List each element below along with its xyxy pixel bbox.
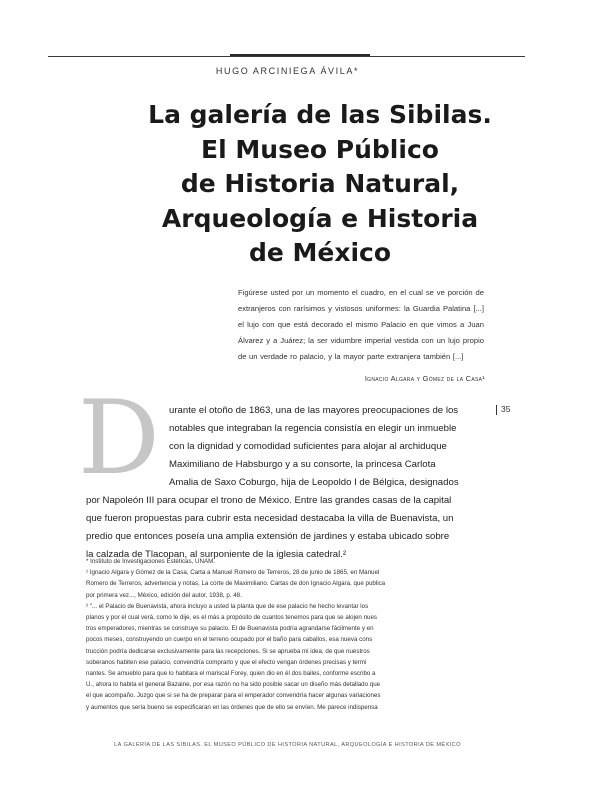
footnote-line: Romero de Terreros, advertencia y notas, La corte de Maximiliano. Cartas de don Ignacio Algara, que publica bbox=[86, 580, 386, 588]
footnote-line: planos y por el cual verá, como le dije, es el más a propósito de cuantos tenemos para que se alojen nues bbox=[86, 614, 377, 622]
footnote-line: y aumentos que sería bueno se especificaran en las órdenes que de ello se envíen. Me parece indispensa bbox=[86, 703, 378, 711]
title-line: La galería de las Sibilas. bbox=[148, 100, 492, 129]
epigraph-attribution: Ignacio Algara y Gómez de la Casa¹ bbox=[364, 374, 485, 383]
footnote-line: pocos meses, construyendo un cuerpo en el terreno ocupado por el baño para caballos, esa nueva cons bbox=[86, 636, 373, 644]
footnote-line: * Instituto de Investigaciones Estéticas, UNAM. bbox=[86, 558, 215, 565]
footnote-line: nantes. Se amueblo para que lo habitara el mariscal Forey, quien dio en él dos bailes, conforme escribo a bbox=[86, 670, 376, 678]
footnote-line: ² "... el Palacio de Buenavista, ahora incluyo a usted la planta que de ese palacio he hecho levantar los bbox=[86, 602, 369, 610]
article-title bbox=[70, 98, 570, 271]
footnotes bbox=[86, 556, 486, 713]
body-line: urante el otoño de 1863, una de las mayores preocupaciones de los bbox=[169, 405, 459, 416]
page-number-bar bbox=[496, 405, 497, 415]
body-line: con la dignidad y comodidad suficientes para alojar al archiduque bbox=[169, 441, 447, 452]
running-footer: LA GALERÍA DE LAS SIBILAS. EL MUSEO PÚBLICO DE HISTORIA NATURAL, ARQUEOLOGÍA E HISTORIA DE MÉXICO bbox=[114, 742, 461, 748]
footnote-line: trucción podría dedicarse exclusivamente para las recepciones. Si se aprueba mi idea, de que nuestros bbox=[86, 647, 370, 655]
footnote-line: ¹ Ignacio Algara y Gómez de la Casa, Carta a Manuel Romero de Terreros, 28 de junio de 1865, en Manuel bbox=[86, 569, 380, 577]
body-line: Amalia de Saxo Coburgo, hija de Leopoldo I de Bélgica, designados bbox=[169, 477, 459, 488]
footnote-line: por primera vez..., México, edición del autor, 1938, p. 48. bbox=[86, 591, 242, 599]
body-line: Maximiliano de Habsburgo y a su consorte, la princesa Carlota bbox=[169, 459, 436, 470]
body-line: por Napoleón III para ocupar el trono de México. Entre las grandes casas de la capital bbox=[86, 495, 452, 506]
footnote-line: tros emperadores, mientras se construye su palacio. El de Buenavista podría agrandarse fácilmente y en bbox=[86, 625, 374, 633]
title-line: de Historia Natural, bbox=[180, 169, 460, 198]
body-line: predio que entonces poseía una amplia extensión de jardines y estaba ubicado sobre bbox=[86, 531, 450, 542]
footnote-line: U., ahora lo habita el general Bazaine, por esa razón no ha sido posible sacar un diseño más detallado que bbox=[86, 681, 381, 689]
body-line: la calzada de Tlacopan, al surponiente de la iglesia catedral.² bbox=[86, 549, 347, 560]
title-line: El Museo Público bbox=[201, 134, 439, 164]
title-line: de México bbox=[248, 238, 392, 267]
drop-cap: D bbox=[78, 379, 160, 498]
footnote-line: el que acompaño. Juzgo que si se ha de preparar para el emperador convendría hacer algunas variaciones bbox=[86, 692, 381, 700]
page-number-text: 35 bbox=[501, 404, 511, 414]
epigraph-quote: Figúrese usted por un momento el cuadro, en el cual se ve porción de extranjeros con rarísimos y vistosos uniformes: la Guardia Palatina [...] el lujo con que está decorado el mismo Palacio en que vimos a Juan Álvarez y a Juárez; la ser vidumbre imperial vestida con un lujo propio de un verdade ro palacio, y la mayor parte extranjera también [...] bbox=[238, 288, 484, 361]
page-number bbox=[496, 404, 510, 415]
title-line: Arqueología e Historia bbox=[161, 203, 479, 233]
body-line: notables que integraban la regencia consistía en elegir un inmueble bbox=[169, 423, 457, 434]
footnote-line: soberanos habiten ese palacio, convendría comprarlo y que el efecto vengan órdenes precisas y termi bbox=[86, 658, 367, 666]
body-line: que fueron propuestas para cubrir esta necesidad destacaba la villa de Buenavista, un bbox=[86, 513, 454, 524]
header-rule bbox=[48, 56, 525, 57]
author-line: HUGO ARCINIEGA ÁVILA* bbox=[215, 66, 360, 76]
